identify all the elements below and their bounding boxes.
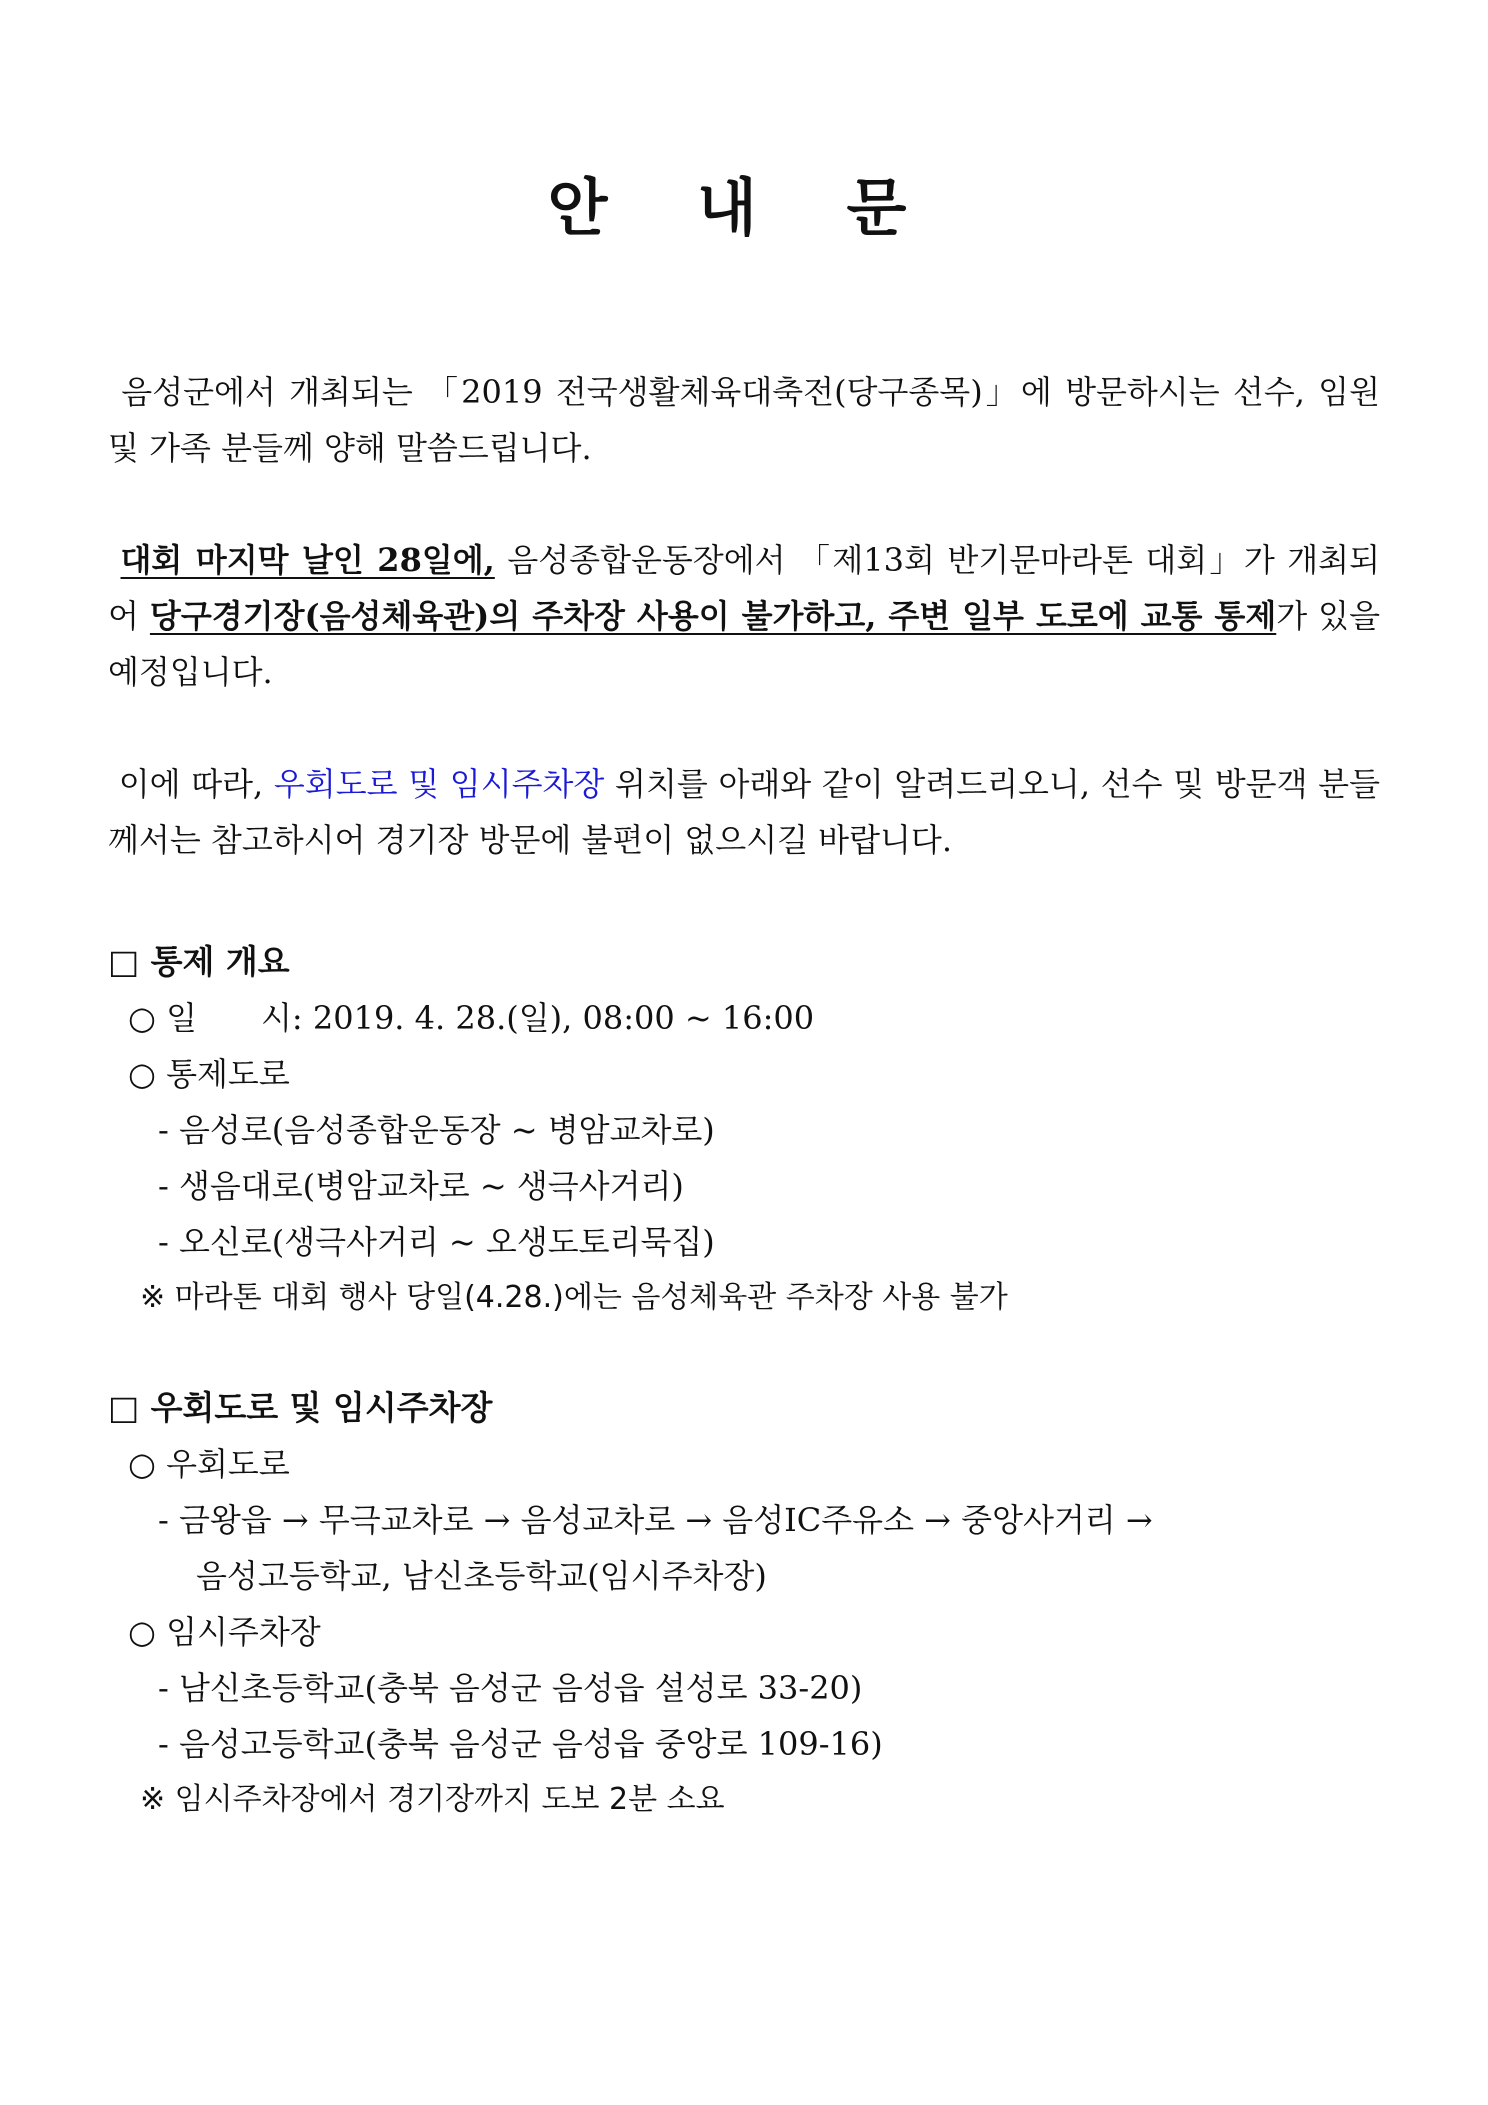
notice-date-emphasis: 대회 마지막 날인 28일에,: [120, 541, 495, 579]
detour-label: ○ 우회도로: [128, 1445, 290, 1483]
detour-route-line: - 금왕읍 → 무극교차로 → 음성교차로 → 음성IC주유소 → 중앙사거리 →: [158, 1501, 1153, 1539]
guide-start-text: 이에 따라,: [118, 765, 274, 803]
control-road-item: - 음성로(음성종합운동장 ~ 병암교차로): [158, 1111, 715, 1149]
detour-route-destination: 음성고등학교, 남신초등학교(임시주차장): [196, 1557, 767, 1595]
notice-paragraph: [108, 532, 1380, 700]
control-roads-label: ○ 통제도로: [128, 1055, 290, 1093]
notice-end-text: 가 있을 예정입니다.: [108, 597, 1380, 691]
notice-middle-text: 음성종합운동장에서 「제13회 반기문마라톤 대회」가 개최되어: [108, 541, 1381, 635]
control-note: ※ 마라톤 대회 행사 당일(4.28.)에는 음성체육관 주차장 사용 불가: [140, 1280, 1008, 1315]
guide-rest-text: 위치를 아래와 같이 알려드리오니, 선수 및 방문객 분들께서는 참고하시어 경기장 방문에 불편이 없으시길 바랍니다.: [108, 765, 1381, 859]
detour-parking-section: [108, 1380, 1380, 1828]
control-overview-heading: □ 통제 개요: [108, 942, 290, 981]
guide-paragraph: [108, 756, 1380, 868]
page-title: 안 내 문: [547, 171, 941, 244]
control-road-item: - 오신로(생극사거리 ~ 오생도토리묵집): [158, 1223, 715, 1261]
control-overview-section: [108, 934, 1380, 1326]
control-date: ○ 일 시: 2019. 4. 28.(일), 08:00 ~ 16:00: [128, 999, 815, 1037]
parking-item: - 남신초등학교(충북 음성군 음성읍 설성로 33-20): [158, 1669, 863, 1707]
detour-parking-heading: □ 우회도로 및 임시주차장: [108, 1388, 493, 1427]
intro-text: 음성군에서 개최되는 「2019 전국생활체육대축전(당구종목)」에 방문하시는 선수, 임원 및 가족 분들께 양해 말씀드립니다.: [108, 373, 1381, 467]
control-road-item: - 생음대로(병암교차로 ~ 생극사거리): [158, 1167, 684, 1205]
parking-label: ○ 임시주차장: [128, 1613, 321, 1651]
parking-item: - 음성고등학교(충북 음성군 음성읍 중앙로 109-16): [158, 1725, 883, 1763]
notice-closure-emphasis: 당구경기장(음성체육관)의 주차장 사용이 불가하고, 주변 일부 도로에 교통 통제: [149, 597, 1277, 635]
intro-paragraph: [108, 364, 1380, 476]
parking-note: ※ 임시주차장에서 경기장까지 도보 2분 소요: [140, 1782, 725, 1817]
guide-highlight-text: 우회도로 및 임시주차장: [273, 765, 605, 803]
